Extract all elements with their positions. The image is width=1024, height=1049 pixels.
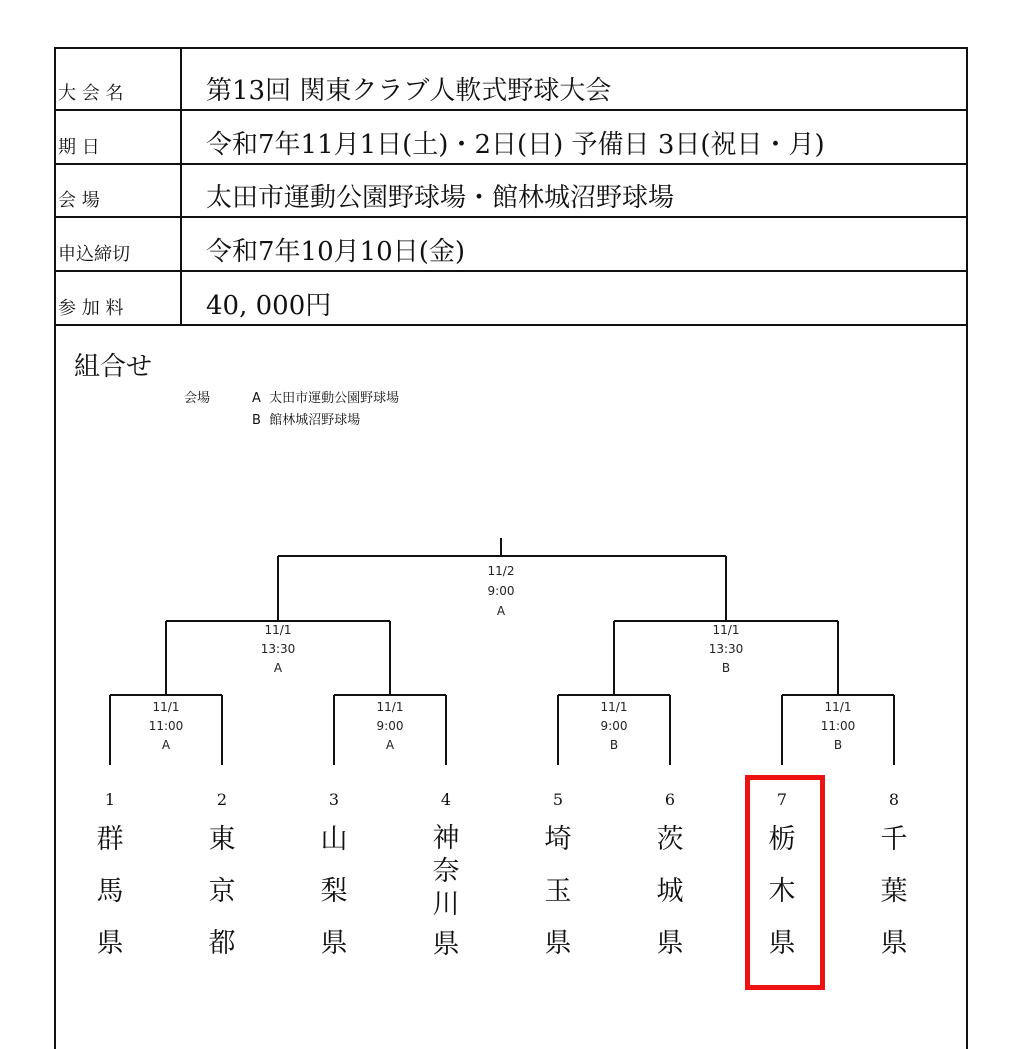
team-char: 神 bbox=[432, 823, 460, 854]
team-number: 4 bbox=[440, 790, 452, 809]
qf1-venue: A bbox=[161, 738, 171, 752]
info-value: 太田市運動公園野球場・館林城沼野球場 bbox=[206, 183, 675, 213]
team-name-yamanashi bbox=[314, 814, 354, 970]
qf4-time: 11:00 bbox=[820, 719, 856, 733]
team-name-saitama bbox=[538, 814, 578, 970]
info-label: 期 日 bbox=[58, 137, 100, 158]
qf4-venue: B bbox=[833, 738, 843, 752]
semi-right-venue: B bbox=[721, 661, 731, 675]
info-value: 第13回 関東クラブ人軟式野球大会 bbox=[206, 76, 612, 106]
final-venue: A bbox=[496, 604, 506, 618]
highlight-box-tochigi bbox=[745, 775, 825, 990]
team-char: 玉 bbox=[544, 876, 572, 907]
info-label: 申込締切 bbox=[58, 244, 130, 265]
team-char: 都 bbox=[208, 928, 236, 959]
venue-name: 館林城沼野球場 bbox=[269, 413, 361, 428]
team-char: 千 bbox=[880, 824, 908, 855]
qf2-venue: A bbox=[385, 738, 395, 752]
info-value: 40, 000円 bbox=[206, 291, 332, 321]
qf3-date: 11/1 bbox=[600, 700, 628, 714]
team-char: 京 bbox=[208, 876, 236, 907]
team-name-tokyo bbox=[202, 814, 242, 970]
team-name-chiba bbox=[874, 814, 914, 970]
team-char: 川 bbox=[432, 889, 460, 920]
semi-left-time: 13:30 bbox=[260, 642, 296, 656]
team-char: 馬 bbox=[96, 876, 124, 907]
team-char: 東 bbox=[208, 824, 236, 855]
semi-right-date: 11/1 bbox=[712, 623, 740, 637]
team-char: 埼 bbox=[544, 824, 572, 855]
team-char: 群 bbox=[96, 824, 124, 855]
info-label: 大 会 名 bbox=[58, 83, 124, 104]
venue-code: A bbox=[252, 391, 261, 406]
venue-code: B bbox=[252, 413, 261, 428]
team-char: 奈 bbox=[432, 856, 460, 887]
venue-key-label: 会場 bbox=[184, 391, 211, 406]
team-name-kanagawa bbox=[426, 822, 466, 971]
qf4-date: 11/1 bbox=[824, 700, 852, 714]
team-char: 木 bbox=[768, 876, 796, 907]
qf1-time: 11:00 bbox=[148, 719, 184, 733]
team-number: 7 bbox=[776, 790, 788, 809]
bracket-title: 組合せ bbox=[74, 352, 153, 382]
qf3-time: 9:00 bbox=[600, 719, 628, 733]
qf3-venue: B bbox=[609, 738, 619, 752]
semi-right-time: 13:30 bbox=[708, 642, 744, 656]
team-number: 3 bbox=[328, 790, 340, 809]
qf2-date: 11/1 bbox=[376, 700, 404, 714]
info-label: 会 場 bbox=[58, 190, 100, 211]
team-char: 県 bbox=[96, 928, 124, 959]
team-char: 県 bbox=[768, 928, 796, 959]
qf1-date: 11/1 bbox=[152, 700, 180, 714]
team-name-ibaraki bbox=[650, 814, 690, 970]
team-number: 8 bbox=[888, 790, 900, 809]
semi-left-venue: A bbox=[273, 661, 283, 675]
team-char: 葉 bbox=[880, 876, 908, 907]
semi-left-date: 11/1 bbox=[264, 623, 292, 637]
team-char: 城 bbox=[656, 876, 684, 907]
team-number: 6 bbox=[664, 790, 676, 809]
info-label: 参 加 料 bbox=[58, 298, 124, 319]
final-date: 11/2 bbox=[487, 564, 515, 578]
team-char: 県 bbox=[656, 928, 684, 959]
venue-name: 太田市運動公園野球場 bbox=[269, 391, 400, 406]
team-char: 梨 bbox=[320, 876, 348, 907]
team-char: 県 bbox=[432, 929, 460, 960]
team-char: 県 bbox=[544, 928, 572, 959]
team-char: 県 bbox=[880, 928, 908, 959]
info-value: 令和7年10月10日(金) bbox=[206, 237, 465, 267]
team-name-gunma bbox=[90, 814, 130, 970]
info-value: 令和7年11月1日(土)・2日(日) 予備日 3日(祝日・月) bbox=[206, 130, 825, 160]
final-time: 9:00 bbox=[487, 584, 515, 598]
team-char: 茨 bbox=[656, 824, 684, 855]
team-number: 2 bbox=[216, 790, 228, 809]
team-char: 県 bbox=[320, 928, 348, 959]
team-number: 5 bbox=[552, 790, 564, 809]
team-number: 1 bbox=[104, 790, 116, 809]
team-char: 栃 bbox=[768, 824, 796, 855]
qf2-time: 9:00 bbox=[376, 719, 404, 733]
team-char: 山 bbox=[320, 824, 348, 855]
